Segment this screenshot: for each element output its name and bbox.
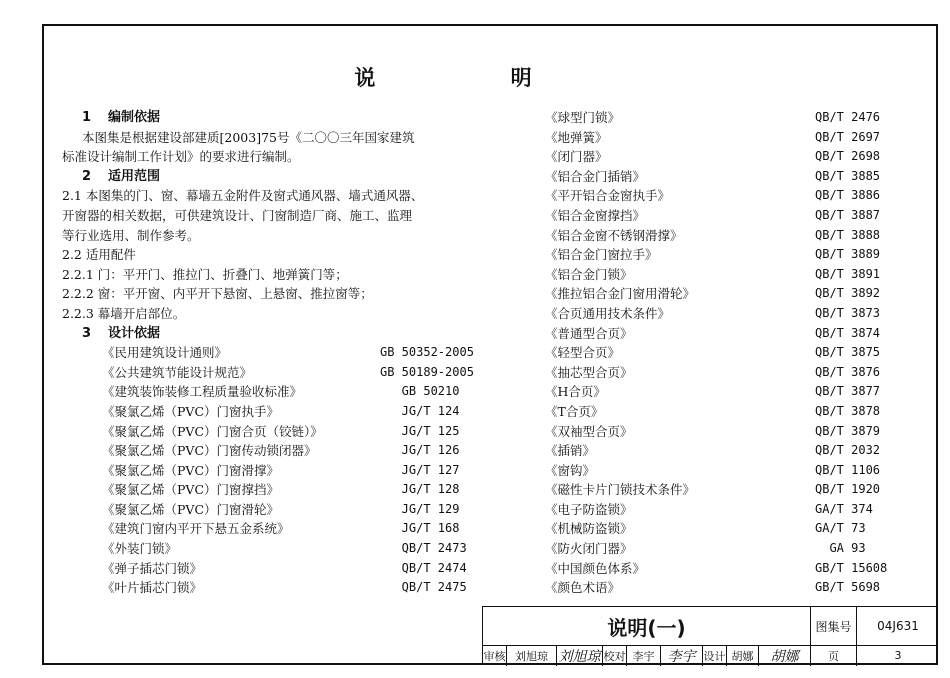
standard-code: QB/T 3874 (815, 325, 881, 340)
section-2-line: 等行业选用、制作参考。 (62, 227, 200, 243)
standard-ref (545, 382, 925, 402)
standard-name: 《聚氯乙烯（PVC）门窗滑轮》 (102, 501, 280, 517)
standard-name: 《普通型合页》 (545, 325, 633, 341)
standard-ref (545, 519, 925, 539)
sheet-title: 说明(一) (483, 607, 811, 645)
section-3-heading (62, 324, 482, 344)
standard-name: 《建筑门窗内平开下悬五金系统》 (102, 521, 290, 537)
section-1-heading (62, 108, 482, 128)
standard-code: QB/T 3891 (815, 266, 881, 281)
standard-code: QB/T 1920 (815, 482, 881, 497)
standard-ref (62, 578, 482, 598)
designer-signature: 胡娜 (759, 645, 811, 666)
section-2-line: 2.2.3 幕墙开启部位。 (62, 305, 186, 321)
standard-ref (545, 343, 925, 363)
standard-code: GA 93 (815, 541, 866, 556)
standard-name: 《聚氯乙烯（PVC）门窗撑挡》 (102, 482, 280, 498)
atlas-label: 图集号 (811, 607, 857, 645)
standard-name: 《推拉铝合金门窗用滑轮》 (545, 286, 696, 302)
standard-code: QB/T 2697 (815, 129, 881, 144)
standard-ref (545, 402, 925, 422)
check-label: 校对 (603, 645, 627, 666)
standard-ref (545, 324, 925, 344)
checker-signature: 李宇 (661, 645, 703, 666)
standard-ref (62, 519, 482, 539)
standard-name: 《铝合金门窗拉手》 (545, 247, 658, 263)
standard-name: 《防火闭门器》 (545, 541, 633, 557)
left-column (62, 108, 482, 598)
title-block-top-row (483, 607, 938, 646)
standard-code: GB/T 15608 (815, 560, 888, 575)
standard-name: 《聚氯乙烯（PVC）门窗合页（铰链）》 (102, 423, 323, 439)
standard-code: JG/T 126 (380, 443, 460, 458)
standard-ref (62, 461, 482, 481)
standard-code: QB/T 3879 (815, 423, 881, 438)
standard-code: QB/T 3885 (815, 168, 881, 183)
standard-ref (545, 245, 925, 265)
standard-ref (545, 186, 925, 206)
section-2-number: 2 (82, 168, 92, 184)
standard-code: QB/T 2473 (380, 541, 467, 556)
standard-ref (545, 363, 925, 383)
standard-ref (545, 304, 925, 324)
standard-ref (545, 559, 925, 579)
standard-ref (545, 578, 925, 598)
standard-name: 《公共建筑节能设计规范》 (102, 364, 253, 380)
standard-name: 《弹子插芯门锁》 (102, 560, 203, 576)
standard-code: QB/T 3888 (815, 227, 881, 242)
section-2-title: 适用范围 (108, 168, 161, 184)
standard-ref (62, 422, 482, 442)
standard-code: QB/T 2698 (815, 149, 881, 164)
standard-code: QB/T 3873 (815, 305, 881, 320)
standard-ref (62, 382, 482, 402)
standard-code: QB/T 2476 (815, 110, 881, 124)
design-label: 设计 (703, 645, 727, 666)
standard-ref (62, 363, 482, 383)
standard-code: JG/T 129 (380, 501, 460, 516)
standard-name: 《地弹簧》 (545, 129, 608, 145)
standard-ref (545, 167, 925, 187)
standard-name: 《颜色术语》 (545, 580, 621, 596)
page-label: 页 (811, 645, 857, 666)
section-3-title: 设计依据 (108, 325, 161, 341)
title-block (482, 606, 938, 665)
section-2-line: 2.2.2 窗：平开窗、内平开下悬窗、上悬窗、推拉窗等； (62, 286, 373, 302)
standard-code: QB/T 2474 (380, 560, 467, 575)
standard-code: GB 50352-2005 (380, 345, 474, 360)
standard-ref (62, 500, 482, 520)
standard-name: 《H合页》 (545, 384, 606, 400)
standard-code: GA/T 374 (815, 501, 873, 516)
standard-name: 《磁性卡片门锁技术条件》 (545, 482, 696, 498)
standard-ref (545, 461, 925, 481)
standard-name: 《插销》 (545, 443, 596, 459)
checker-name: 李宇 (627, 645, 661, 666)
standard-ref (545, 226, 925, 246)
standard-name: 《铝合金窗撑挡》 (545, 207, 646, 223)
standard-code: JG/T 125 (380, 423, 460, 438)
standard-code: QB/T 3887 (815, 207, 881, 222)
standard-name: 《闭门器》 (545, 149, 608, 165)
standard-name: 《铝合金门插销》 (545, 168, 646, 184)
standard-name: 《外装门锁》 (102, 541, 178, 557)
standard-ref (545, 539, 925, 559)
section-2-line: 开窗器的相关数据，可供建筑设计、门窗制造厂商、施工、监理 (62, 207, 413, 223)
section-2-line: 2.2.1 门：平开门、推拉门、折叠门、地弹簧门等； (62, 266, 348, 282)
standard-code: QB/T 3889 (815, 247, 881, 262)
standard-ref (62, 402, 482, 422)
section-2-heading (62, 167, 482, 187)
standard-ref (545, 108, 925, 128)
standard-ref (62, 539, 482, 559)
standard-name: 《民用建筑设计通则》 (102, 345, 228, 361)
atlas-number: 04J631 (877, 619, 919, 633)
standard-ref (545, 441, 925, 461)
standard-ref (545, 265, 925, 285)
designer-name: 胡娜 (727, 645, 759, 666)
page-title: 说 明 (354, 66, 596, 90)
standard-ref (545, 206, 925, 226)
standard-code: JG/T 128 (380, 482, 460, 497)
section-2-line: 2.2 适用配件 (62, 247, 136, 263)
standard-ref (62, 441, 482, 461)
standard-ref (62, 480, 482, 500)
standard-name: 《球型门锁》 (545, 110, 621, 125)
right-column (545, 108, 925, 598)
standard-code: JG/T 127 (380, 462, 460, 477)
standard-code: QB/T 3875 (815, 345, 881, 360)
standard-name: 《叶片插芯门锁》 (102, 580, 203, 596)
review-label: 审核 (483, 645, 507, 666)
section-1-line: 本图集是根据建设部建质[2003]75号《二〇〇三年国家建筑 (82, 129, 415, 145)
standard-code: JG/T 168 (380, 521, 460, 536)
standard-ref (545, 480, 925, 500)
standard-name: 《T合页》 (545, 403, 604, 419)
standard-name: 《机械防盗锁》 (545, 521, 633, 537)
standard-name: 《电子防盗锁》 (545, 501, 633, 517)
standard-code: QB/T 3892 (815, 286, 881, 301)
standard-ref (545, 500, 925, 520)
standard-name: 《铝合金窗不锈钢滑撑》 (545, 227, 683, 243)
standard-code: GB/T 5698 (815, 580, 881, 595)
standard-code: GA/T 73 (815, 521, 866, 536)
standard-code: QB/T 3878 (815, 403, 881, 418)
section-3-number: 3 (82, 325, 92, 341)
standard-name: 《聚氯乙烯（PVC）门窗传动锁闭器》 (102, 443, 317, 459)
standard-name: 《窗钩》 (545, 462, 596, 478)
standard-ref (545, 128, 925, 148)
reviewer-signature: 刘旭琼 (557, 645, 603, 666)
standard-name: 《聚氯乙烯（PVC）门窗执手》 (102, 403, 280, 419)
standard-name: 《建筑装饰装修工程质量验收标准》 (102, 384, 303, 400)
title-block-sign-row (483, 645, 938, 666)
standard-code: QB/T 3876 (815, 364, 881, 379)
section-1-line: 标准设计编制工作计划》的要求进行编制。 (62, 149, 300, 165)
standard-code: GB 50210 (380, 384, 460, 399)
standard-code: JG/T 124 (380, 403, 460, 418)
section-2-line: 2.1 本图集的门、窗、幕墙五金附件及窗式通风器、墙式通风器、 (62, 188, 424, 204)
standard-ref (545, 422, 925, 442)
standard-ref (545, 147, 925, 167)
standard-code: GB 50189-2005 (380, 364, 474, 379)
section-1-number: 1 (82, 110, 92, 125)
standard-name: 《双袖型合页》 (545, 423, 633, 439)
standard-ref (545, 284, 925, 304)
standard-ref (62, 559, 482, 579)
standard-name: 《聚氯乙烯（PVC）门窗滑撑》 (102, 462, 280, 478)
standard-name: 《合页通用技术条件》 (545, 305, 671, 321)
standard-name: 《铝合金门锁》 (545, 266, 633, 282)
standard-code: QB/T 2032 (815, 443, 881, 458)
standard-code: QB/T 2475 (380, 580, 467, 595)
standard-code: QB/T 3877 (815, 384, 881, 399)
standard-name: 《平开铝合金窗执手》 (545, 188, 671, 204)
standard-ref (62, 343, 482, 363)
page-number: 3 (894, 649, 902, 662)
standard-name: 《抽芯型合页》 (545, 364, 633, 380)
standard-name: 《轻型合页》 (545, 345, 621, 361)
standard-name: 《中国颜色体系》 (545, 560, 646, 576)
standard-code: QB/T 3886 (815, 188, 881, 203)
section-1-title: 编制依据 (108, 110, 161, 125)
reviewer-name: 刘旭琼 (507, 645, 557, 666)
standard-code: QB/T 1106 (815, 462, 881, 477)
